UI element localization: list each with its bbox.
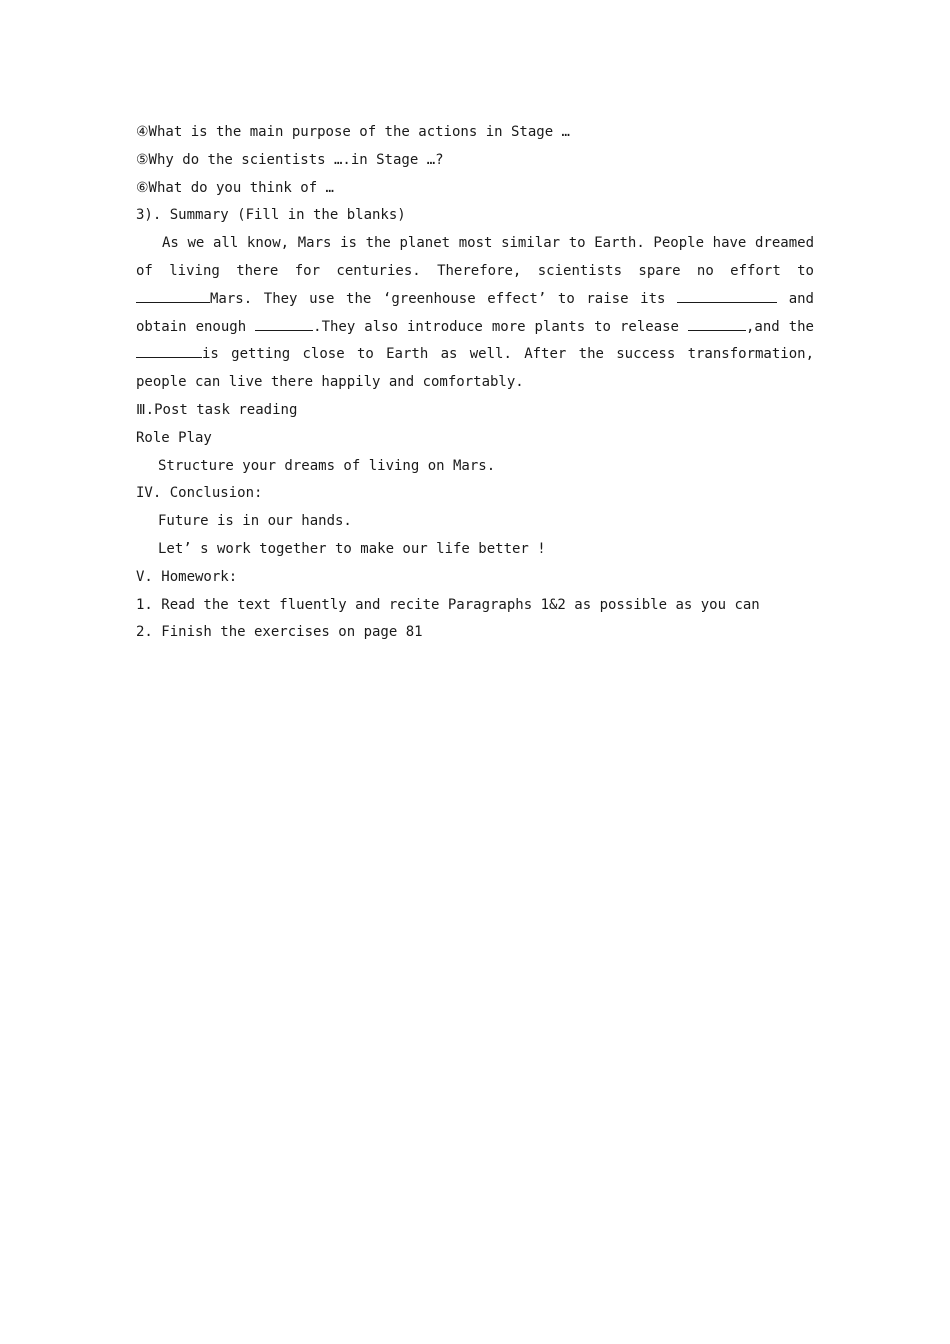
conclusion-line-1: Future is in our hands. (158, 513, 352, 530)
summary-line-3-text: Mars. They use the ‘greenhouse effect’ to raise its (210, 290, 666, 307)
role-play-text: Structure your dreams of living on Mars. (158, 457, 496, 474)
summary-line-4-start: obtain enough (136, 318, 247, 335)
summary-line-4-mid: .They also introduce more plants to release (313, 318, 679, 335)
summary-line-3-end: and (788, 290, 814, 307)
summary-line-5 (136, 341, 814, 369)
post-task-heading: Ⅲ.Post task reading (136, 401, 298, 418)
summary-line-4-end: ,and the (745, 318, 814, 335)
summary-line-5-text: is getting close to Earth as well. After the success transformation, (202, 346, 814, 363)
homework-heading: V. Homework: (136, 568, 238, 585)
summary-line-2: of living there for centuries. Therefore, scientists spare no effort to (136, 262, 814, 279)
fill-blank-2[interactable] (677, 288, 777, 303)
summary-line-3 (136, 286, 814, 314)
conclusion-heading: IV. Conclusion: (136, 485, 263, 502)
question-5: ⑤Why do the scientists ….in Stage …? (136, 151, 444, 168)
homework-item-1: 1. Read the text fluently and recite Paragraphs 1&2 as possible as you can (136, 596, 760, 613)
fill-blank-1[interactable] (136, 288, 210, 303)
summary-line-1: As we all know, Mars is the planet most similar to Earth. People have dreamed (162, 235, 814, 252)
fill-blank-5[interactable] (136, 343, 202, 358)
summary-line-6: people can live there happily and comfortably. (136, 374, 524, 391)
summary-line-4 (136, 314, 814, 342)
fill-blank-3[interactable] (255, 316, 313, 331)
homework-item-2: 2. Finish the exercises on page 81 (136, 624, 423, 641)
conclusion-line-2: Let’ s work together to make our life better ! (158, 540, 546, 557)
fill-blank-4[interactable] (688, 316, 746, 331)
question-4: ④What is the main purpose of the actions in Stage … (136, 124, 570, 140)
role-play-label: Role Play (136, 429, 212, 446)
document-page (136, 119, 814, 647)
summary-heading: 3). Summary (Fill in the blanks) (136, 207, 406, 224)
question-6: ⑥What do you think of … (136, 179, 334, 196)
